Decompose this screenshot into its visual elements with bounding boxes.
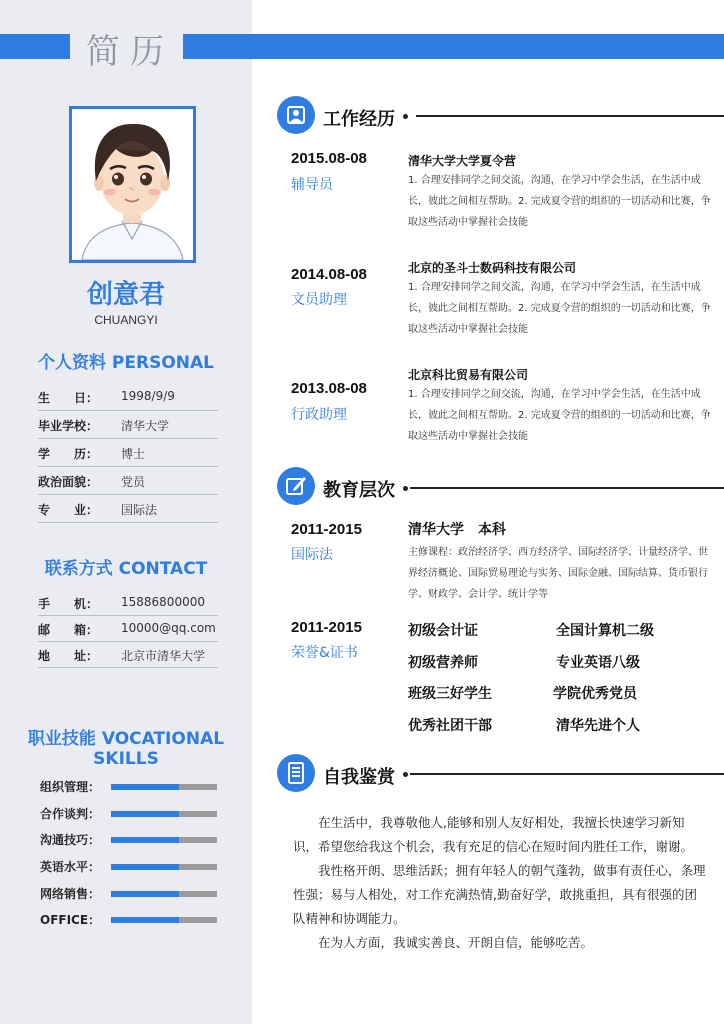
skill-row [40, 804, 220, 822]
info-label: 学 历： [38, 447, 99, 461]
info-label: 专 业： [38, 503, 99, 517]
cert-item: 专业英语八级 [556, 655, 640, 671]
skill-bar [111, 784, 217, 790]
info-label: 政治面貌： [38, 475, 99, 489]
education-period: 2011-2015 [291, 521, 362, 538]
self-paragraph: 在生活中，我尊敬他人,能够和别人友好相处，我擅长快速学习新知识，希望您给我这个机会，我有充足的信心在短时间内胜任工作，谢谢。 [293, 815, 694, 854]
certs-period: 2011-2015 [291, 619, 362, 636]
info-row-political [38, 467, 218, 495]
info-value: 国际法 [121, 503, 158, 517]
title-dot [403, 486, 408, 491]
briefcase-icon [277, 96, 315, 134]
contact-heading: 联系方式 CONTACT [44, 559, 208, 579]
section-divider [410, 773, 724, 775]
skill-bar-fill [111, 811, 179, 817]
document-title: 简历 [86, 32, 174, 72]
education-courses: 主修课程：政治经济学、西方经济学、国际经济学、计量经济学、世界经济概论、国际贸易理论与实务、国际金融、国际结算、货币银行学、财政学、会计学、统计学等 [408, 547, 708, 600]
cert-item: 初级营养师 [408, 655, 478, 671]
skill-label: 英语水平： [40, 860, 101, 874]
work-company: 清华大学大学夏令营 [408, 154, 517, 168]
info-label: 毕业学校： [38, 419, 99, 433]
skill-bar [111, 917, 217, 923]
work-company: 北京的圣斗士数码科技有限公司 [408, 261, 577, 275]
contact-label: 邮 箱： [38, 623, 99, 637]
skill-bar [111, 837, 217, 843]
contact-row-email [38, 616, 218, 642]
skill-bar-fill [111, 784, 179, 790]
education-major: 国际法 [291, 547, 333, 563]
work-section-title: 工作经历 [323, 109, 395, 130]
cert-item: 优秀社团干部 [408, 718, 492, 734]
skill-label: 合作谈判： [40, 807, 101, 821]
cert-item: 学院优秀党员 [553, 686, 637, 702]
header-bar-right [183, 34, 724, 59]
education-section-title: 教育层次 [323, 480, 395, 501]
avatar-illustration [72, 109, 193, 260]
skill-bar-fill [111, 837, 179, 843]
skill-row [40, 830, 220, 848]
work-desc: 1. 合理安排同学之间交流，沟通，在学习中学会生活，在生活中成长，彼此之间相互帮助。2. 完成夏令营的组织的一切活动和比赛，争取这些活动中掌握社会技能 [408, 282, 711, 335]
contact-label: 地 址： [38, 649, 99, 663]
skills-heading [20, 729, 232, 769]
contact-label: 手 机： [38, 597, 99, 611]
skill-bar [111, 864, 217, 870]
self-paragraph: 我性格开朗、思维活跃；拥有年轻人的朝气蓬勃，做事有责任心，条理性强；易与人相处，对工作充满热情,勤奋好学，敢挑重担，具有很强的团队精神和协调能力。 [293, 863, 706, 926]
work-role: 行政助理 [291, 407, 347, 423]
info-row-school [38, 411, 218, 439]
title-dot [403, 114, 408, 119]
work-company: 北京科比贸易有限公司 [408, 368, 529, 382]
skill-row [40, 777, 220, 795]
cert-item: 全国计算机二级 [556, 623, 654, 639]
cert-item: 初级会计证 [408, 623, 478, 639]
cert-item: 班级三好学生 [408, 686, 492, 702]
info-value: 清华大学 [121, 419, 170, 433]
skill-row [40, 910, 220, 928]
contact-value: 15886800000 [121, 595, 205, 609]
certs-label: 荣誉&证书 [291, 645, 358, 661]
profile-name: 创意君 [86, 280, 165, 310]
info-row-major [38, 495, 218, 523]
work-date: 2013.08-08 [291, 380, 367, 397]
contact-row-address [38, 642, 218, 668]
section-divider [410, 487, 724, 489]
document-icon [277, 754, 315, 792]
work-desc: 1. 合理安排同学之间交流，沟通，在学习中学会生活，在生活中成长，彼此之间相互帮助。2. 完成夏令营的组织的一切活动和比赛，争取这些活动中掌握社会技能 [408, 175, 711, 228]
skill-row [40, 857, 220, 875]
skill-bar-fill [111, 864, 179, 870]
work-date: 2015.08-08 [291, 150, 367, 167]
avatar [69, 106, 196, 263]
skill-label: 组织管理： [40, 780, 101, 794]
section-divider [416, 115, 724, 117]
skills-heading-line2: SKILLS [93, 749, 159, 769]
personal-heading: 个人资料 PERSONAL [38, 353, 214, 373]
self-appraisal-text [293, 811, 709, 955]
skill-label: 沟通技巧： [40, 833, 101, 847]
info-value: 博士 [121, 447, 146, 461]
title-dot [403, 772, 408, 777]
info-value: 1998/9/9 [121, 389, 175, 403]
profile-name-en: CHUANGYI [94, 313, 158, 327]
cert-item: 清华先进个人 [556, 718, 640, 734]
skill-bar [111, 811, 217, 817]
contact-row-phone [38, 590, 218, 616]
info-label: 生 日： [38, 391, 99, 405]
self-paragraph: 在为人方面，我诚实善良、开朗自信，能够吃苦。 [318, 935, 594, 950]
edit-icon [277, 467, 315, 505]
skill-row [40, 884, 220, 902]
skill-bar-fill [111, 891, 179, 897]
education-school: 清华大学 本科 [408, 522, 506, 538]
info-row-birthday [38, 383, 218, 411]
work-desc: 1. 合理安排同学之间交流，沟通，在学习中学会生活，在生活中成长，彼此之间相互帮助。2. 完成夏令营的组织的一切活动和比赛，争取这些活动中掌握社会技能 [408, 389, 711, 442]
skill-bar-fill [111, 917, 179, 923]
info-row-degree [38, 439, 218, 467]
work-date: 2014.08-08 [291, 266, 367, 283]
work-role: 文员助理 [291, 292, 347, 308]
skill-label: OFFICE： [40, 913, 101, 927]
skills-heading-line1: 职业技能 VOCATIONAL [27, 729, 225, 749]
header-bar-left [0, 34, 70, 59]
work-role: 辅导员 [291, 177, 333, 193]
contact-value: 10000@qq.com [121, 621, 216, 635]
self-section-title: 自我鉴赏 [323, 767, 395, 788]
skill-label: 网络销售： [40, 887, 101, 901]
contact-value: 北京市清华大学 [121, 649, 206, 663]
skill-bar [111, 891, 217, 897]
info-value: 党员 [121, 475, 146, 489]
